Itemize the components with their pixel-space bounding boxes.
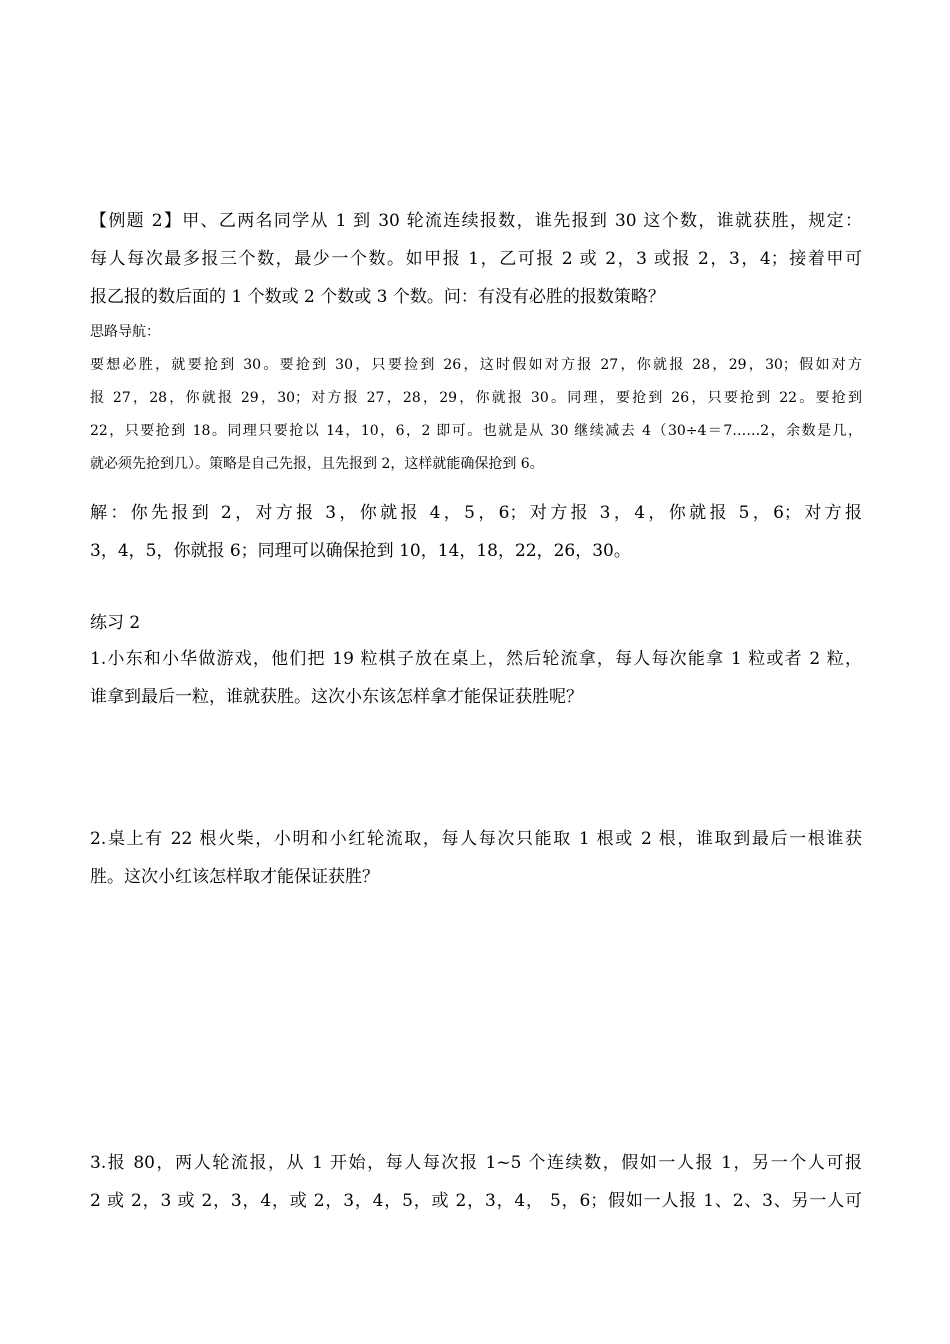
example-line-1: 【例题 2】甲、乙两名同学从 1 到 30 轮流连续报数，谁先报到 30 这个数，谁就获胜，规定： xyxy=(90,211,862,231)
solution-section xyxy=(90,494,862,570)
example-line-2: 每人每次最多报三个数，最少一个数。如甲报 1，乙可报 2 或 2，3 或报 2，3，4；接着甲可 xyxy=(90,249,862,269)
q2-line-2: 胜。这次小红该怎样取才能保证获胜？ xyxy=(90,867,379,887)
q2-line-1: 2.桌上有 22 根火柴，小明和小红轮流取，每人每次只能取 1 根或 2 根，谁取到最后一根谁获 xyxy=(90,829,862,849)
q3-line-1: 3.报 80，两人轮流报，从 1 开始，每人每次报 1~5 个连续数，假如一人报 1，另一个人可报 xyxy=(90,1153,862,1173)
hint-line-2: 报 27，28，你就报 29，30；对方报 27，28，29，你就报 30。同理，要抢到 26，只要抢到 22。要抢到 xyxy=(90,390,862,406)
practice-title: 练习 2 xyxy=(90,613,141,633)
example-line-3: 报乙报的数后面的 1 个数或 2 个数或 3 个数。问：有没有必胜的报数策略？ xyxy=(90,287,665,307)
q3-line-2: 2 或 2，3 或 2，3，4，或 2，3，4，5，或 2，3，4， 5，6；假如一人报 1、2、3、另一人可 xyxy=(90,1191,862,1211)
q1-line-1: 1.小东和小华做游戏，他们把 19 粒棋子放在桌上，然后轮流拿，每人每次能拿 1 粒或者 2 粒， xyxy=(90,649,862,669)
hint-line-4: 就必须先抢到几）。策略是自己先报，且先报到 2，这样就能确保抢到 6。 xyxy=(90,456,544,472)
practice-question-1 xyxy=(90,640,862,716)
hint-line-3: 22，只要抢到 18。同理只要抢以 14，10，6，2 即可。也就是从 30 继续减去 4（30÷4＝7……2，余数是几， xyxy=(90,423,862,439)
hint-line-1: 要想必胜，就要抢到 30。要抢到 30，只要捡到 26，这时假如对方报 27，你就报 28，29，30；假如对方 xyxy=(90,357,862,373)
practice-question-3 xyxy=(90,1144,862,1220)
practice-question-2 xyxy=(90,820,862,896)
practice-title-block xyxy=(90,604,862,642)
q1-line-2: 谁拿到最后一粒，谁就获胜。这次小东该怎样拿才能保证获胜呢？ xyxy=(90,687,583,707)
solution-line-2: 3，4，5，你就报 6；同理可以确保抢到 10，14，18，22，26，30。 xyxy=(90,541,631,561)
hint-title: 思路导航： xyxy=(90,324,160,340)
solution-line-1: 解：你先报到 2，对方报 3，你就报 4，5，6；对方报 3，4，你就报 5，6；对方报 xyxy=(90,503,862,523)
hint-section xyxy=(90,316,862,481)
example-problem xyxy=(90,202,862,316)
